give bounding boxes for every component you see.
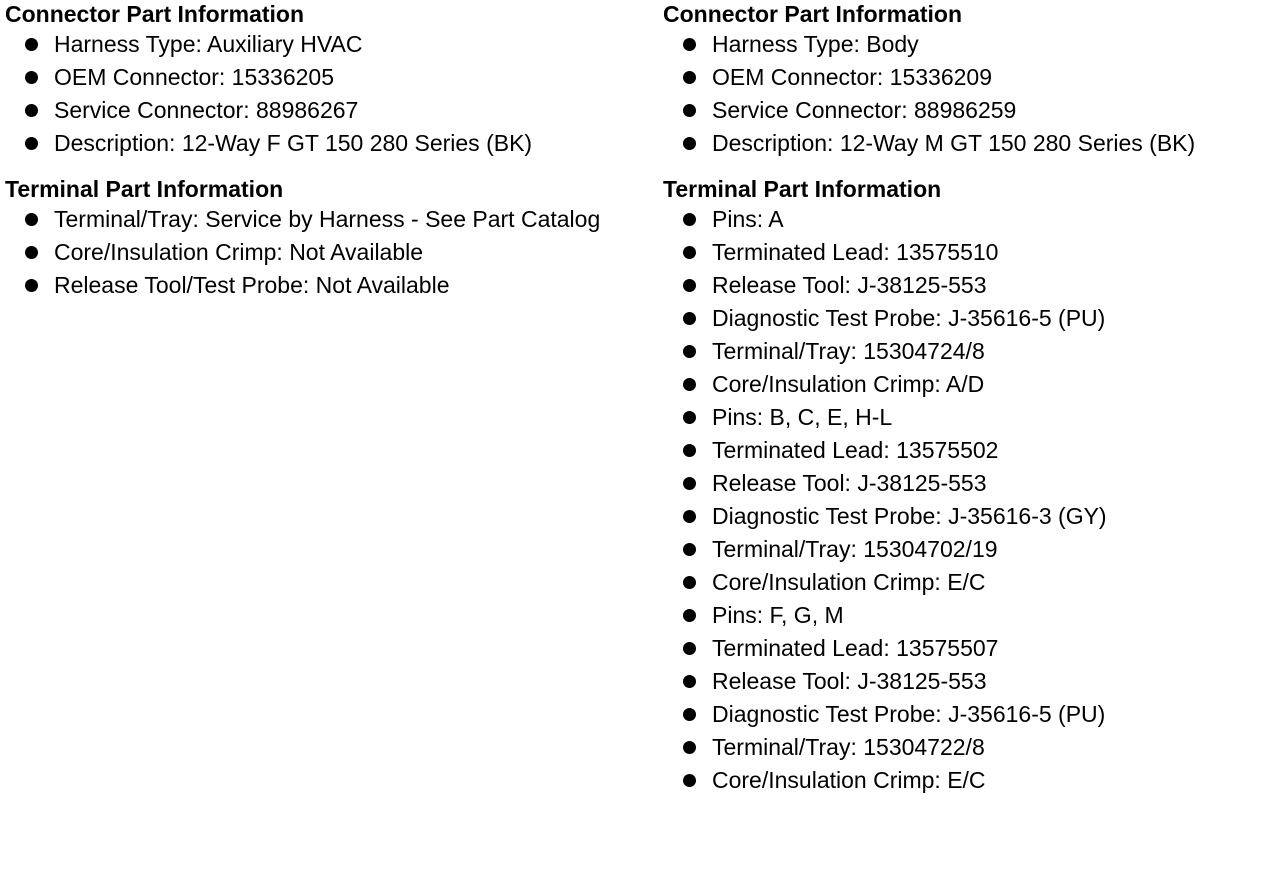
list-item <box>663 698 1263 731</box>
bullet-icon <box>25 246 38 259</box>
list-item <box>5 203 655 236</box>
list-item <box>663 764 1263 797</box>
list-item-text: Service Connector: 88986259 <box>712 97 1017 123</box>
list-item <box>663 127 1263 160</box>
connector-part-heading: Connector Part Information <box>663 1 963 27</box>
list-item <box>663 335 1263 368</box>
bullet-icon <box>683 774 696 787</box>
bullet-icon <box>25 71 38 84</box>
bullet-icon <box>683 213 696 226</box>
list-item <box>5 269 655 302</box>
list-item-text: Core/Insulation Crimp: E/C <box>712 767 986 793</box>
list-item <box>663 302 1263 335</box>
list-item <box>663 28 1263 61</box>
bullet-icon <box>683 576 696 589</box>
terminal-group-2 <box>663 401 1263 599</box>
list-item-text: Description: 12-Way M GT 150 280 Series (BK) <box>712 130 1196 156</box>
list-item-text: Service Connector: 88986267 <box>54 97 359 123</box>
bullet-icon <box>683 708 696 721</box>
list-item-text: Terminal/Tray: 15304722/8 <box>712 734 985 760</box>
list-item-text: Terminal/Tray: 15304724/8 <box>712 338 985 364</box>
list-item-text: Description: 12-Way F GT 150 280 Series (BK) <box>54 130 533 156</box>
list-item-text: Core/Insulation Crimp: A/D <box>712 371 985 397</box>
list-item <box>663 368 1263 401</box>
list-item-text: Diagnostic Test Probe: J-35616-3 (GY) <box>712 503 1107 529</box>
bullet-icon <box>683 345 696 358</box>
list-item <box>663 500 1263 533</box>
list-item-text: Harness Type: Body <box>712 31 919 57</box>
bullet-icon <box>683 477 696 490</box>
list-item <box>663 61 1263 94</box>
bullet-icon <box>683 741 696 754</box>
list-item-text: Terminal/Tray: Service by Harness - See Part Catalog <box>54 206 601 232</box>
terminal-group-1 <box>663 203 1263 401</box>
connector-part-list <box>5 28 655 160</box>
list-item <box>663 566 1263 599</box>
list-item-text: Release Tool: J-38125-553 <box>712 668 987 694</box>
terminal-part-list <box>5 203 655 302</box>
bullet-icon <box>683 279 696 292</box>
list-item-text: Core/Insulation Crimp: E/C <box>712 569 986 595</box>
list-item-text: Core/Insulation Crimp: Not Available <box>54 239 424 265</box>
bullet-icon <box>683 71 696 84</box>
right-column <box>663 0 1263 797</box>
bullet-icon <box>25 279 38 292</box>
list-item <box>663 94 1263 127</box>
terminal-part-heading: Terminal Part Information <box>663 176 942 202</box>
list-item <box>663 533 1263 566</box>
bullet-icon <box>683 675 696 688</box>
bullet-icon <box>683 104 696 117</box>
bullet-icon <box>25 213 38 226</box>
list-item-text: OEM Connector: 15336205 <box>54 64 335 90</box>
bullet-icon <box>683 378 696 391</box>
list-item-text: Pins: A <box>712 206 784 232</box>
terminal-part-heading: Terminal Part Information <box>5 176 284 202</box>
list-item <box>5 61 655 94</box>
list-item <box>663 467 1263 500</box>
list-item <box>663 632 1263 665</box>
bullet-icon <box>683 137 696 150</box>
list-item <box>5 236 655 269</box>
list-item-text: OEM Connector: 15336209 <box>712 64 993 90</box>
bullet-icon <box>683 543 696 556</box>
list-item-text: Terminated Lead: 13575510 <box>712 239 999 265</box>
list-item <box>5 28 655 61</box>
list-item-text: Release Tool: J-38125-553 <box>712 470 987 496</box>
list-item-text: Pins: B, C, E, H-L <box>712 404 893 430</box>
bullet-icon <box>683 312 696 325</box>
list-item-text: Terminated Lead: 13575502 <box>712 437 999 463</box>
list-item <box>663 236 1263 269</box>
bullet-icon <box>25 38 38 51</box>
bullet-icon <box>683 38 696 51</box>
bullet-icon <box>25 104 38 117</box>
list-item <box>663 401 1263 434</box>
list-item <box>663 731 1263 764</box>
terminal-group-3 <box>663 599 1263 797</box>
list-item-text: Release Tool: J-38125-553 <box>712 272 987 298</box>
list-item-text: Terminal/Tray: 15304702/19 <box>712 536 998 562</box>
list-item <box>663 203 1263 236</box>
list-item-text: Diagnostic Test Probe: J-35616-5 (PU) <box>712 305 1106 331</box>
list-item <box>663 269 1263 302</box>
bullet-icon <box>683 444 696 457</box>
bullet-icon <box>683 411 696 424</box>
list-item-text: Pins: F, G, M <box>712 602 844 628</box>
list-item <box>663 599 1263 632</box>
list-item-text: Terminated Lead: 13575507 <box>712 635 999 661</box>
bullet-icon <box>683 246 696 259</box>
list-item <box>5 127 655 160</box>
bullet-icon <box>25 137 38 150</box>
connector-part-heading: Connector Part Information <box>5 1 305 27</box>
list-item-text: Release Tool/Test Probe: Not Available <box>54 272 450 298</box>
list-item <box>663 434 1263 467</box>
list-item-text: Diagnostic Test Probe: J-35616-5 (PU) <box>712 701 1106 727</box>
bullet-icon <box>683 642 696 655</box>
connector-part-list <box>663 28 1263 160</box>
bullet-icon <box>683 510 696 523</box>
left-column <box>5 0 655 302</box>
list-item <box>663 665 1263 698</box>
list-item-text: Harness Type: Auxiliary HVAC <box>54 31 363 57</box>
bullet-icon <box>683 609 696 622</box>
list-item <box>5 94 655 127</box>
